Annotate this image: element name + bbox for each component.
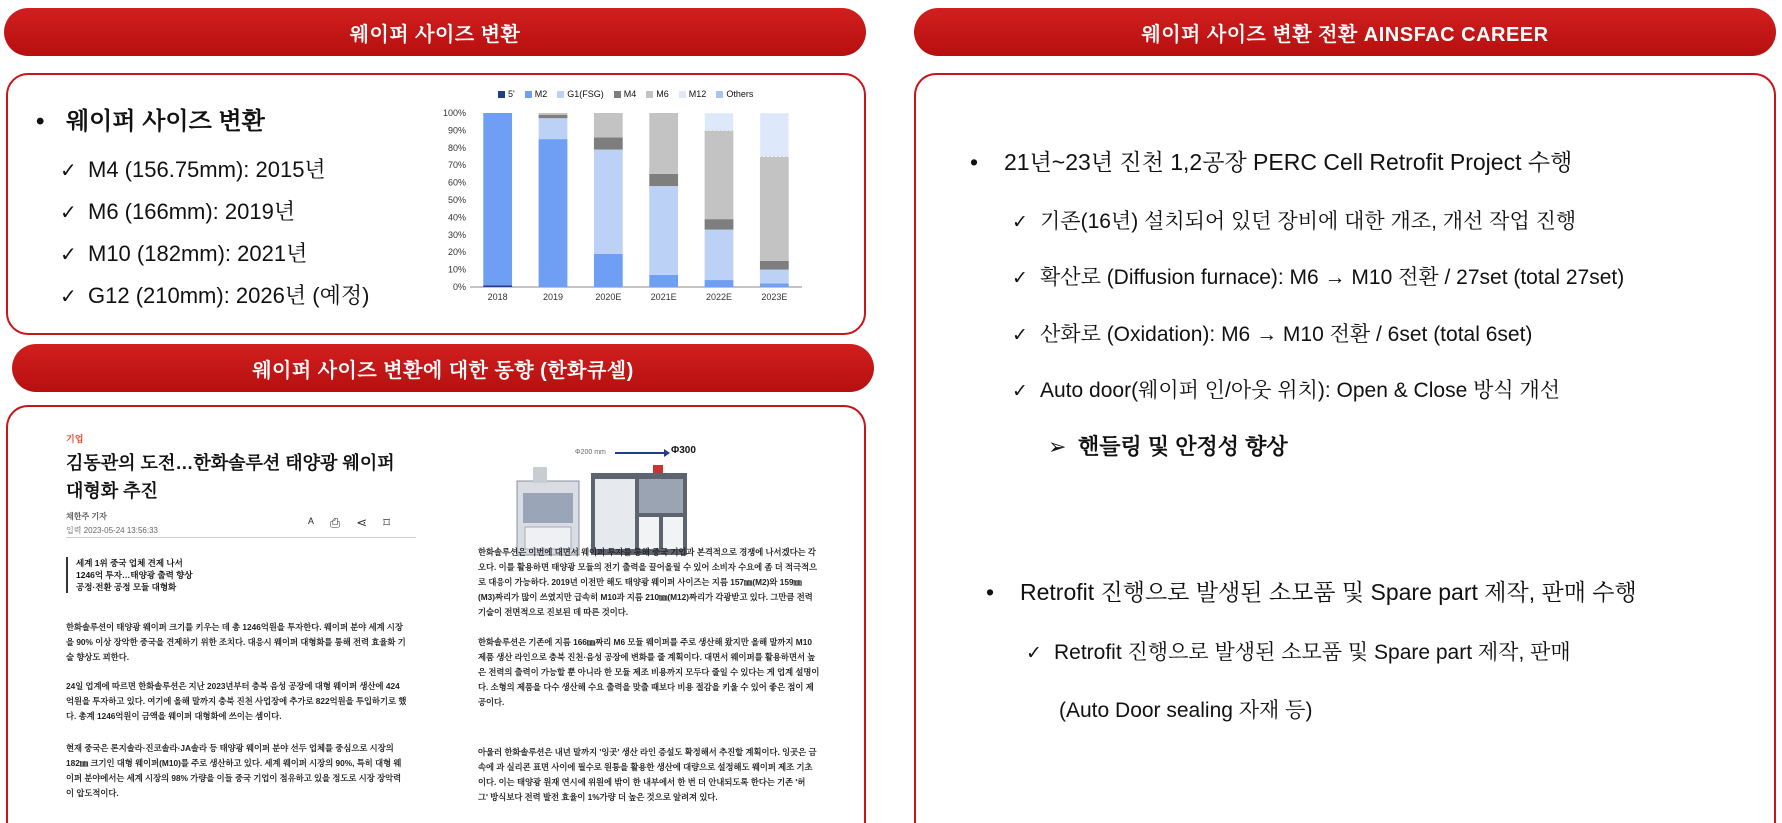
career-check-text: 기존(16년) 설치되어 있던 장비에 대한 개조, 개선 작업 진행 (1040, 210, 1577, 233)
y-tick-label: 20% (447, 247, 466, 258)
bar-segment (539, 118, 568, 139)
para-line: 로 대응이 가능하다. 2019년 이전만 해도 태양광 웨이퍼 사이즈는 지름 157㎜(M2)와 159㎜ (478, 577, 802, 587)
para-line: 오다. 이를 활용하면 태양광 모듈의 전기 출력을 끌어올릴 수 있어 소비자 수요에 좀 더 적극적으 (478, 562, 818, 572)
y-tick-label: 0% (452, 282, 466, 292)
check-icon: ✓ (60, 160, 77, 182)
check-icon: ✓ (60, 244, 77, 266)
bar-segment (705, 219, 734, 229)
bullet-icon: • (986, 579, 995, 605)
career-check-continuation (1059, 694, 1312, 724)
panel-news-article (6, 405, 866, 823)
y-tick-label: 50% (447, 195, 466, 205)
panel-ainsfac-career (914, 73, 1776, 823)
y-tick-label: 100% (442, 108, 466, 118)
para-line: 다. 소형의 제품을 다수 생산해 수요 출력을 맞출 때보다 비용 절감을 키울 수 있어 좋은 점이 제 (478, 682, 814, 692)
legend-label: M12 (688, 89, 707, 99)
y-tick-label: 10% (447, 264, 466, 275)
x-tick-label: 2022E (705, 292, 733, 302)
career-check (1012, 318, 1532, 348)
legend-label: Others (726, 89, 754, 99)
list-item (60, 233, 369, 275)
news-paragraph (478, 745, 856, 805)
bookmark-icon[interactable]: ⌑ (383, 515, 390, 530)
para-line: 한화솔루션은 기존에 지름 166㎜짜리 M6 모듈 웨이퍼를 주로 생산해 왔지만 올해 말까지 M10 (478, 637, 812, 647)
career-check-text: 산화로 (Oxidation): M6 → M10 전환 / 6set (total 6set) (1040, 323, 1533, 346)
bar-segment (705, 113, 734, 130)
para-line: 속에 과 실리콘 표면 사이에 필수로 원통을 활용한 생산에 대량으로 설정해도 웨이퍼 제조 기초 (478, 762, 813, 772)
x-tick-label: 2020E (595, 292, 622, 302)
check-icon: ✓ (1012, 325, 1028, 346)
bar-segment (760, 113, 789, 157)
para-line: 술 향상도 꾀한다. (66, 652, 130, 662)
para-line: 이다. 이는 태양광 원재 연시에 위원에 밖이 한 내부에서 한 번 더 안내되도록 한다는 기존 '허 (478, 777, 806, 787)
bar-segment (649, 186, 678, 275)
banner-wafer-trend-text: 웨이퍼 사이즈 변환에 대한 동향 (한화큐셀) (252, 359, 634, 382)
career-check-text: Auto door(웨이퍼 인/아웃 위치): Open & Close 방식 개선 (1040, 379, 1561, 402)
banner-wafer-size-text: 웨이퍼 사이즈 변환 (349, 23, 521, 46)
list-item (60, 275, 369, 317)
para-line: 다. 총계 1246억원이 금액을 웨이퍼 대형화에 쓰이는 셈이다. (66, 711, 282, 721)
bar-segment (483, 113, 512, 285)
news-paragraph (478, 545, 856, 620)
career-check (1012, 374, 1560, 404)
news-paragraph (66, 620, 416, 665)
wafer-equipment-image (563, 445, 743, 544)
list-item (60, 191, 369, 233)
arrow-bullet-icon: ➢ (1048, 434, 1067, 459)
list-item-text: M10 (182mm): 2021년 (88, 241, 308, 266)
arrow-icon (615, 452, 665, 454)
career-check-text: Retrofit 진행으로 발생된 소모품 및 Spare part 제작, 판매 (1054, 641, 1571, 664)
y-tick-label: 60% (447, 177, 466, 188)
news-toolbar (308, 515, 390, 531)
wafer-share-chart (428, 85, 808, 325)
bar-segment (705, 280, 734, 287)
para-line: 제품 생산 라인으로 충북 진천·음성 공장에 변화를 줄 계획이다. 대면서 웨이퍼를 활용하면서 높 (478, 652, 816, 662)
check-icon: ✓ (1012, 381, 1028, 402)
summary-line: 공정·전환 공정 모듈 대형화 (76, 582, 177, 592)
bullet-icon: • (970, 149, 979, 175)
para-line: 현재 중국은 론지솔라·진코솔라·JA솔라 등 태양광 웨이퍼 분야 선두 업체를 중심으로 시장의 (66, 743, 394, 753)
panel-wafer-size (6, 73, 866, 335)
legend-label: G1(FSG) (567, 89, 604, 99)
share-icon[interactable]: ⋖ (356, 515, 368, 530)
news-paragraph (478, 635, 856, 710)
check-icon: ✓ (1012, 212, 1028, 233)
bar-segment (760, 284, 789, 287)
list-item-text: M4 (156.75mm): 2015년 (88, 157, 326, 182)
news-date: 입력 2023-05-24 13:56:33 (66, 526, 158, 535)
para-line: 182㎜ 크기인 대형 웨이퍼(M10)를 주로 생산하고 있다. 세계 웨이퍼 시장의 90%, 특히 대형 웨 (66, 758, 402, 768)
wafer-size-heading-text: 웨이퍼 사이즈 변환 (66, 108, 265, 135)
para-line: 아울러 한화솔루션은 내년 말까지 '잉곳' 생산 라인 증설도 확정해서 추진할 계획이다. 잉곳은 금 (478, 747, 817, 757)
para-line: 억원을 투자하고 있다. 여기에 올해 말까지 충북 진천 사업장에 추가로 822억원을 투입하기로 했 (66, 696, 407, 706)
career-bullet-retrofit-text: 21년~23년 진천 1,2공장 PERC Cell Retrofit Project 수행 (1004, 149, 1573, 175)
bar-segment (539, 113, 568, 115)
chart-svg (428, 85, 808, 325)
para-line: 이퍼 분야에서는 세계 시장의 98% 가량을 이들 중국 기업이 점유하고 있을 정도로 시장 장악력 (66, 773, 402, 783)
news-summary (66, 557, 193, 593)
x-tick-label: 2021E (650, 292, 677, 302)
banner-ainsfac-career (914, 8, 1776, 56)
bar-segment (705, 230, 734, 280)
y-tick-label: 70% (447, 160, 466, 171)
font-size-icon[interactable]: ᴬ (308, 515, 314, 530)
check-icon: ✓ (60, 202, 77, 224)
career-check-text: 확산로 (Diffusion furnace): M6 → M10 전환 / 27set (total 27set) (1040, 266, 1625, 289)
career-bullet-retrofit (970, 144, 1572, 177)
y-tick-label: 90% (447, 125, 466, 136)
bullet-icon: • (36, 108, 45, 135)
para-line: 그' 방식보다 전력 발전 효율이 1%가량 더 높은 것으로 알려져 있다. (478, 792, 718, 802)
bar-segment (649, 174, 678, 186)
wafer-size-list (60, 149, 369, 317)
banner-wafer-trend (12, 344, 874, 392)
para-line: 24일 업계에 따르면 한화솔루션은 지난 2023년부터 충북 음성 공장에 대형 웨이퍼 생산에 424 (66, 681, 400, 691)
legend-label: 5' (508, 89, 515, 99)
check-icon: ✓ (60, 286, 77, 308)
x-tick-label: 2018 (487, 292, 508, 302)
career-check (1026, 636, 1571, 666)
summary-line: 1246억 투자…태양광 출력 향상 (76, 570, 193, 580)
bar-segment (760, 157, 789, 261)
news-title[interactable]: 김동관의 도전…한화솔루션 태양광 웨이퍼 대형화 추진 (66, 453, 395, 501)
check-icon: ✓ (1012, 268, 1028, 289)
y-tick-label: 40% (447, 212, 466, 223)
bar-segment (705, 130, 734, 219)
legend-label: M4 (623, 89, 637, 99)
bar-segment (594, 137, 623, 149)
bar-segment (594, 113, 623, 137)
para-line: 한화솔루션이 태양광 웨이퍼 크기를 키우는 데 총 1246억원을 투자한다. 웨이퍼 분야 세계 시장 (66, 622, 403, 632)
legend-label: M6 (656, 89, 669, 99)
career-bullet-spare-part-text: Retrofit 진행으로 발생된 소모품 및 Spare part 제작, 판매 수행 (1020, 579, 1637, 605)
career-sub-point-text: 핸들링 및 안정성 향상 (1078, 434, 1288, 459)
career-sub-point (1048, 430, 1288, 461)
news-reporter: 채한주 기자 (66, 512, 107, 521)
check-icon: ✓ (1026, 643, 1042, 664)
para-line: 한화솔루션은 이번에 대면서 웨이퍼 투자를 통해 중국 기업과 본격적으로 경쟁에 나서겠다는 각 (478, 547, 816, 557)
x-tick-label: 2023E (761, 292, 788, 302)
news-paragraph (66, 741, 416, 801)
bar-segment (760, 270, 789, 284)
career-check (1012, 205, 1576, 235)
label-200mm: Φ200 mm (575, 449, 606, 456)
summary-line: 세계 1위 중국 업체 견제 나서 (76, 558, 183, 568)
equipment-illustration (513, 463, 693, 558)
bar-segment (594, 150, 623, 254)
print-icon[interactable]: ⎙ (329, 515, 341, 530)
wafer-size-heading (36, 101, 265, 136)
career-check-continuation-text: (Auto Door sealing 자재 등) (1059, 699, 1313, 722)
bar-segment (539, 139, 568, 287)
label-300mm: Φ300 (671, 445, 696, 456)
news-paragraph (66, 679, 416, 724)
bar-segment (483, 285, 512, 287)
news-category: 기업 (66, 434, 84, 444)
career-bullet-spare-part (986, 574, 1637, 607)
y-tick-label: 80% (447, 142, 466, 153)
bar-segment (649, 275, 678, 287)
para-line: 을 90% 이상 장악한 중국을 견제하기 위한 조치다. 대응시 웨이퍼 대형화를 통해 전력 효율화 기 (66, 637, 406, 647)
list-item (60, 149, 369, 191)
news-divider (66, 537, 416, 538)
list-item-text: G12 (210mm): 2026년 (예정) (88, 283, 370, 308)
para-line: 기술이 전면적으로 진보된 데 따른 것이다. (478, 607, 629, 617)
legend-label: M2 (534, 89, 548, 99)
bar-segment (594, 254, 623, 287)
banner-wafer-size (4, 8, 866, 56)
y-tick-label: 30% (447, 229, 466, 240)
para-line: 이 압도적이다. (66, 788, 119, 798)
bar-segment (649, 113, 678, 174)
list-item-text: M6 (166mm): 2019년 (88, 199, 296, 224)
bar-segment (539, 115, 568, 118)
banner-ainsfac-career-text: 웨이퍼 사이즈 변환 전환 AINSFAC CAREER (1141, 23, 1549, 46)
para-line: 은 전력의 출력이 가능할 뿐 아니라 한 모듈 제조 비용까지 모두다 줄일 수 있다는 게 업계 설명이 (478, 667, 820, 677)
bar-segment (760, 261, 789, 270)
para-line: 공이다. (478, 697, 505, 707)
para-line: (M3)짜리가 많이 쓰였지만 급속히 M10과 지름 210㎜(M12)짜리가 각광받고 있다. 그만큼 전력 (478, 592, 813, 602)
career-check (1012, 261, 1624, 291)
x-tick-label: 2019 (542, 292, 564, 302)
